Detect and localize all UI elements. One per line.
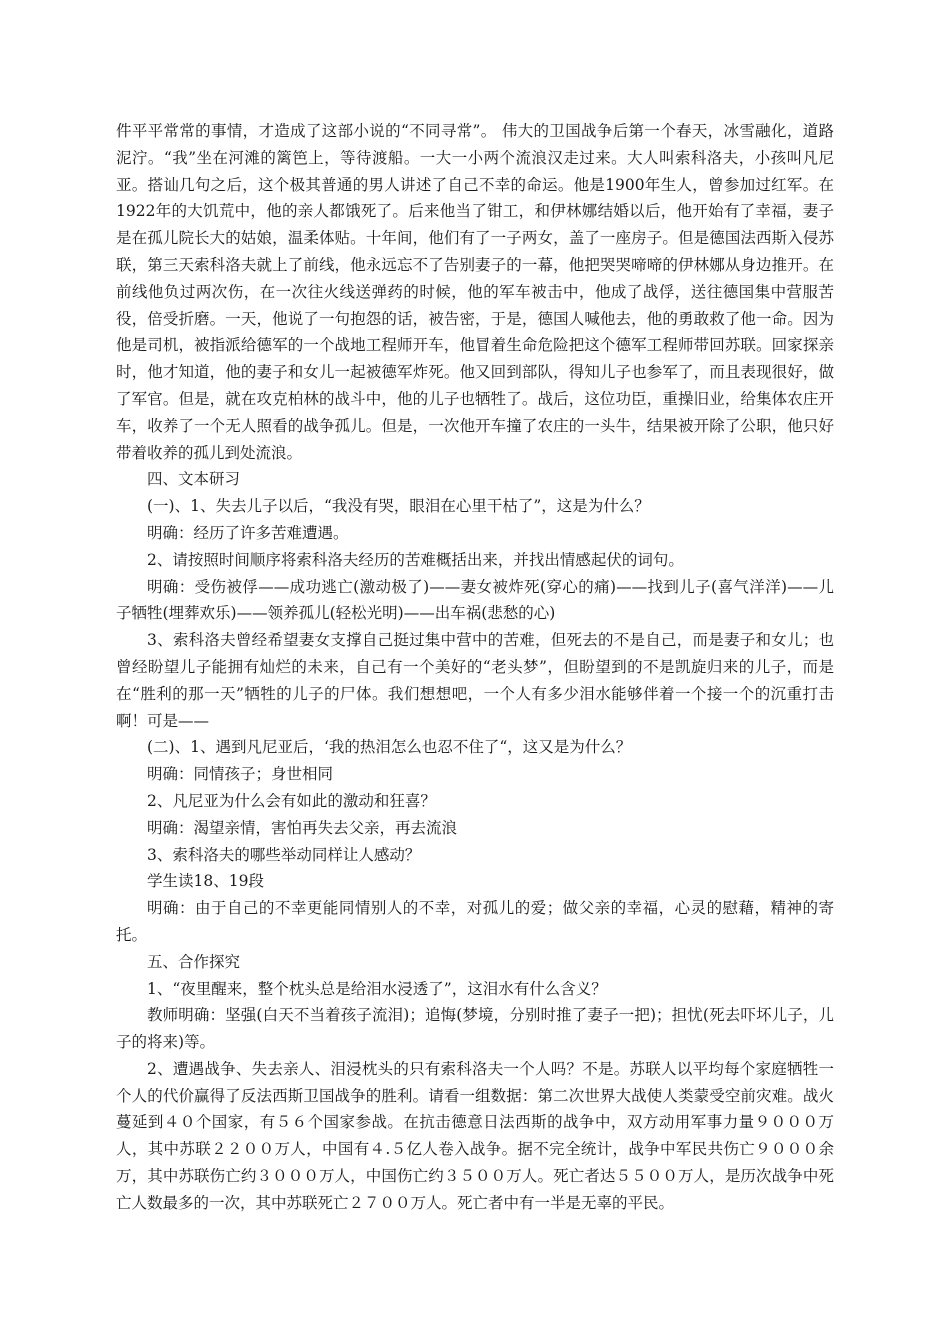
- question-2-1: (二)、1、遇到凡尼亚后，‘我的热泪怎么也忍不住了“，这又是为什么？: [147, 738, 632, 757]
- inquiry-question-1: 1、“夜里醒来，整个枕头总是给泪水浸透了”，这泪水有什么含义？: [147, 979, 607, 998]
- document-page: [116, 118, 834, 1217]
- answer-2-3: 明确：由于自己的不幸更能同情别人的不幸，对孤儿的爱；做父亲的幸福，心灵的慰藉，精神的寄托。: [116, 899, 834, 944]
- answer-2-2: 明确：渴望亲情，害怕再失去父亲，再去流浪: [147, 818, 458, 837]
- question-1-1: (一)、1、失去儿子以后，“我没有哭，眼泪在心里干枯了”，这是为什么？: [147, 497, 650, 516]
- answer-1-1: 明确：经历了许多苦难遭遇。: [147, 523, 349, 542]
- question-1-2: 2、请按照时间顺序将索科洛夫经历的苦难概括出来，并找出情感起伏的词句。: [147, 550, 684, 569]
- section-heading-text-study: 四、文本研习: [147, 470, 241, 489]
- summary-paragraph: 件平平常常的事情，才造成了这部小说的“不同寻常”。 伟大的卫国战争后第一个春天，冰雪融化，道路泥泞。“我”坐在河滩的篱笆上，等待渡船。一大一小两个流浪汉走过来。大人叫索科洛夫，小孩叫凡尼亚。搭讪几句之后，这个极其普通的男人讲述了自己不幸的命运。他是1900年生人，曾参加过红军。在1922年的大饥荒中，他的亲人都饿死了。后来他当了钳工，和伊林娜结婚以后，他开始有了幸福，妻子是在孤儿院长大的姑娘，温柔体贴。十年间，他们有了一子两女，盖了一座房子。但是德国法西斯入侵苏联，第三天索科洛夫就上了前线，他永远忘不了告别妻子的一幕，他把哭哭啼啼的伊林娜从身边推开。在前线他负过两次伤，在一次往火线送弹药的时候，他的军车被击中，他成了战俘，送往德国集中营服苦役，倍受折磨。一天，他说了一句抱怨的话，被告密，于是，德国人喊他去，他的勇敢救了他一命。因为他是司机，被指派给德军的一个战地工程师开车，他冒着生命危险把这个德军工程师带回苏联。回家探亲时，他才知道，他的妻子和女儿一起被德军炸死。他又回到部队，得知儿子也参军了，而且表现很好，做了军官。但是，就在攻克柏林的战斗中，他的儿子也牺牲了。战后，这位功臣，重操旧业，给集体农庄开车，收养了一个无人照看的战争孤儿。但是，一次他开车撞了农庄的一头牛，结果被开除了公职，他只好带着收养的孤儿到处流浪。: [116, 122, 834, 462]
- answer-2-1: 明确：同情孩子；身世相同: [147, 765, 334, 784]
- question-2-2: 2、凡尼亚为什么会有如此的激动和狂喜？: [147, 791, 436, 810]
- question-2-3: 3、索科洛夫的哪些举动同样让人感动？: [147, 845, 421, 864]
- inquiry-question-2: 2、遭遇战争、失去亲人、泪浸枕头的只有索科洛夫一个人吗？不是。苏联人以平均每个家庭牺牲一个人的代价赢得了反法西斯卫国战争的胜利。请看一组数据：第二次世界大战使人类蒙受空前灾难。战火蔓延到４０个国家，有５６个国家参战。在抗击德意日法西斯的战争中，双方动用军事力量９０００万人，其中苏联２２００万人，中国有４.５亿人卷入战争。据不完全统计，战争中军民共伤亡９０００余万，其中苏联伤亡约３０００万人，中国伤亡约３５００万人。死亡者达５５００万人，是历次战争中死亡人数最多的一次，其中苏联死亡２７００万人。死亡者中有一半是无辜的平民。: [116, 1059, 834, 1212]
- section-heading-cooperative-inquiry: 五、合作探究: [147, 952, 241, 971]
- answer-1-2: 明确：受伤被俘——成功逃亡(激动极了)——妻女被炸死(穿心的痛)——找到儿子(喜气洋洋)——儿子牺牲(埋葬欢乐)——领养孤儿(轻松光明)——出车祸(悲愁的心): [116, 577, 834, 623]
- question-1-3: 3、索科洛夫曾经希望妻女支撑自己挺过集中营中的苦难，但死去的不是自己，而是妻子和女儿；也曾经盼望儿子能拥有灿烂的未来，自己有一个美好的“老头梦”，但盼望到的不是凯旋归来的儿子，而是在“胜利的那一天”牺牲的儿子的尸体。我们想想吧，一个人有多少泪水能够伴着一个接一个的沉重打击啊！可是——: [116, 631, 834, 730]
- teacher-answer-1: 教师明确：坚强(白天不当着孩子流泪)；追悔(梦境，分别时推了妻子一把)；担忧(死去吓坏儿子，儿子的将来)等。: [116, 1006, 834, 1052]
- student-reading-note: 学生读18、19段: [147, 872, 264, 891]
